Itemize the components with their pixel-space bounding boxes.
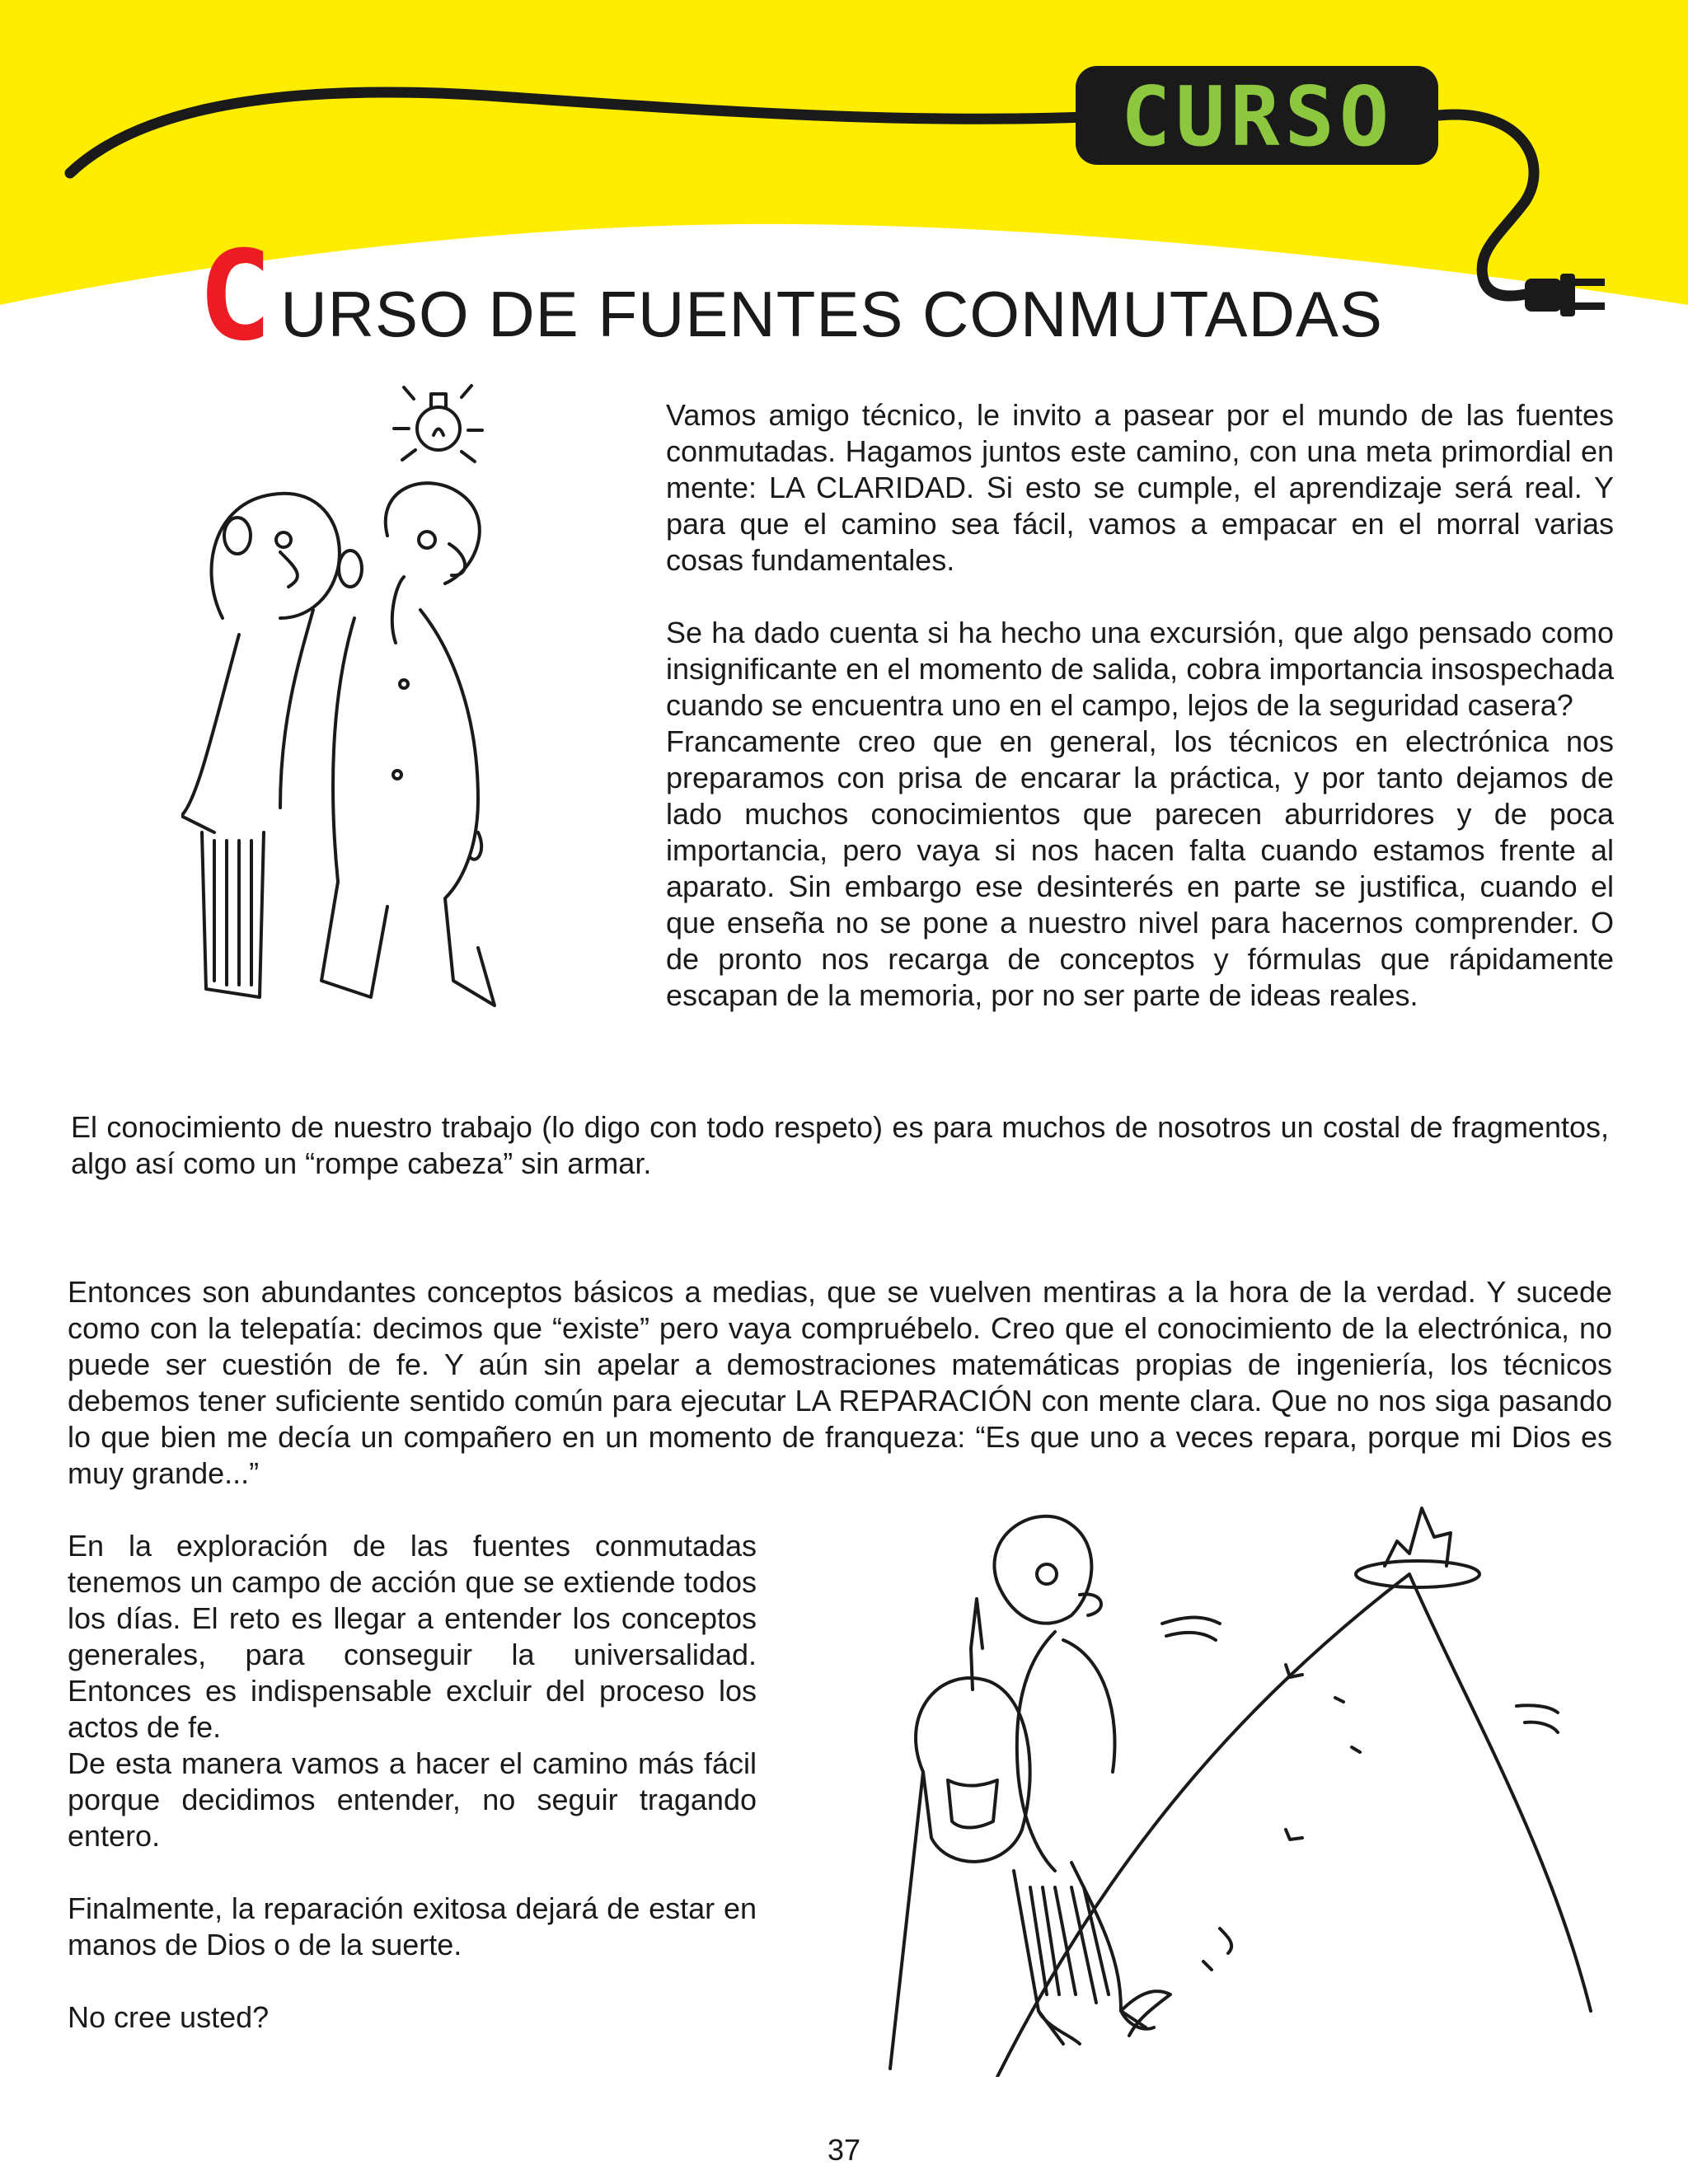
closing-column [68,1528,757,2036]
plug-icon [1525,274,1605,316]
page-title [198,225,1383,368]
intro-paragraph-2: Se ha dado cuenta si ha hecho una excursión, que algo pensado como insignificante en el momento de salida, cobra importancia insospechada cuando se encuentra uno en el campo, lejos de la seguridad casera? [666,616,1614,722]
intro-column [666,397,1614,1014]
page-number: 37 [827,2133,861,2167]
body-paragraph-1 [71,1109,1609,1182]
flag-flame [1385,1508,1451,1566]
intro-paragraph-1: Vamos amigo técnico, le invito a pasear por el mundo de las fuentes conmutadas. Hagamos juntos este camino, con una meta primordial en mente: LA CLARIDAD. Si esto se cumple, el aprendizaje será real. Y para que el camino sea fácil, vamos a empacar en el morral varias cosas fundamentales. [666,398,1614,577]
title-initial: C [198,225,273,368]
paragraph-pregunta: No cree usted? [68,2000,270,2034]
paragraph-finalmente: Finalmente, la reparación exitosa dejará de estar en manos de Dios o de la suerte. [68,1891,757,1961]
body-paragraph-2 [68,1274,1612,1492]
paragraph-exploracion: En la exploración de las fuentes conmutadas tenemos un campo de acción que se extiende todos los días. El reto es llegar a entender los conceptos generales, para conseguir la universalidad. Entonces es indispensable excluir del proceso los actos de fe. [68,1529,757,1744]
paragraph-costal: El conocimiento de nuestro trabajo (lo digo con todo respeto) es para muchos de nosotros un costal de fragmentos, algo así como un “rompe cabeza” sin armar. [71,1110,1609,1180]
hiker-mountain-illustration [874,1500,1615,2077]
paragraph-conceptos: Entonces son abundantes conceptos básicos a medias, que se vuelven mentiras a la hora de la verdad. Y sucede como con la telepatía: decimos que “existe” pero vaya compruébelo. Creo que el conocimiento de la electrónica, no puede ser cuestión de fe. Y aún sin apelar a demostraciones matemáticas propias de ingeniería, los técnicos debemos tener suficiente sentido común para ejecutar LA REPARACIÓN con mente clara. Que no nos siga pasando lo que bien me decía un compañero en un momento de franqueza: “Es que uno a veces repara, porque mi Dios es muy grande...” [68,1275,1612,1490]
two-men-thinking-illustration [181,371,528,1055]
light-bulb-icon [394,386,482,462]
intro-paragraph-3: Francamente creo que en general, los técnicos en electrónica nos preparamos con prisa de encarar la práctica, y por tanto dejamos de lado muchos conocimientos que parecen aburridores y de poca importancia, pero vaya si nos hacen falta cuando estamos frente al aparato. Sin embargo ese desinterés en parte se justifica, cuando el que enseña no se pone a nuestro nivel para hacernos comprender. O de pronto nos recarga de conceptos y fórmulas que rápidamente escapan de la memoria, por no ser parte de ideas reales. [666,724,1614,1012]
title-text: URSO DE FUENTES CONMUTADAS [280,278,1383,350]
hiker-head [994,1516,1091,1624]
mountain-outline [997,1574,1591,2077]
curso-badge-label: CURSO [1121,68,1395,165]
paragraph-camino: De esta manera vamos a hacer el camino más fácil porque decidimos entender, no seguir tragando entero. [68,1746,757,1853]
backpack-icon [916,1678,1030,1862]
mountain-peak-ring [1356,1561,1479,1587]
